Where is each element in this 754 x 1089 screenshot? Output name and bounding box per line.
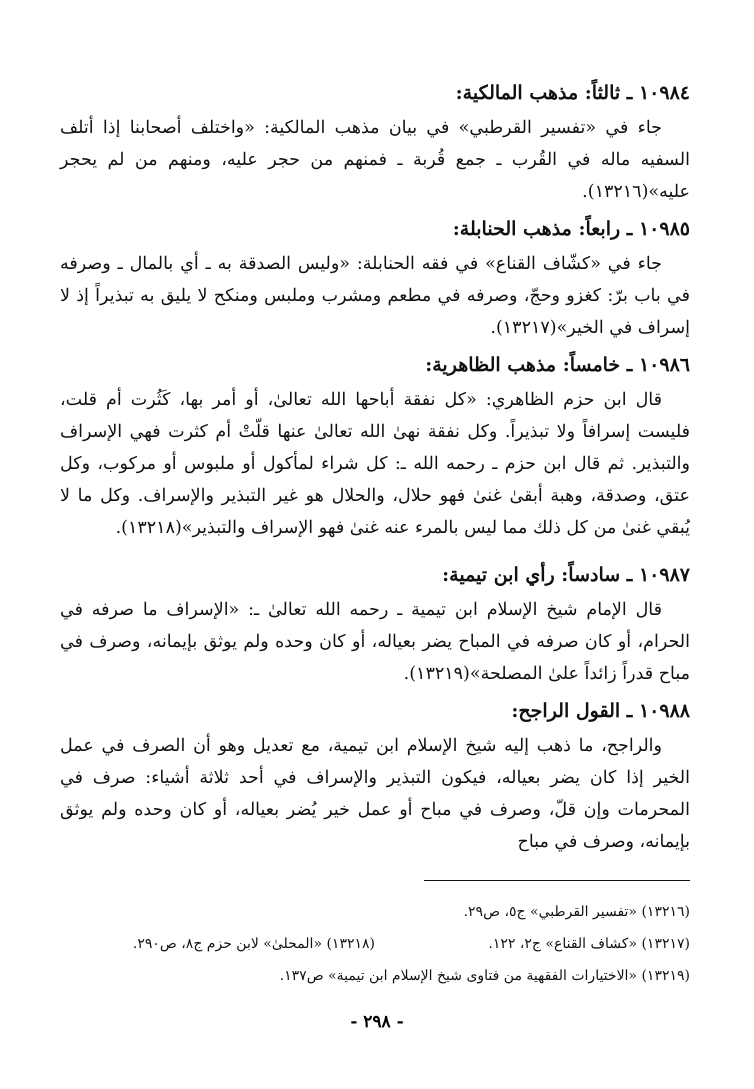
section-heading-preferred-view: ١٠٩٨٨ ـ القول الراجح: <box>511 700 690 722</box>
footnotes <box>90 896 690 992</box>
footnote-13219: (١٣٢١٩) «الاختيارات الفقهية من فتاوى شيخ الإسلام ابن تيمية» ص١٣٧. <box>279 968 690 984</box>
section-paragraph-zahiri: قال ابن حزم الظاهري: «كل نفقة أباحها الله تعالىٰ، أو أمر بها، كَثُرت أم قلت، فليست إسرافاً ولا تبذيراً. وكل نفقة نهىٰ الله تعالىٰ عنها قلّتْ أم كثرت فهي الإسراف والتبذير. ثم قال ابن حزم ـ رحمه الله ـ: كل شراء لمأكول أو ملبوس أو مركوب، وكل عتق، وصدقة، وهبة أبقىٰ غنىٰ فهو حلال، والحلال هو غير التبذير والإسراف. وكل ما لا يُبقي غنىٰ من كل ذلك مما ليس بالمرء عنه غنىٰ فهو الإسراف والتبذير»(١٣٢١٨). <box>60 390 690 538</box>
section-paragraph-preferred-view: والراجح، ما ذهب إليه شيخ الإسلام ابن تيمية، مع تعديل وهو أن الصرف في عمل الخير إذا كان يضر بعياله، فيكون التبذير والإسراف في أحد ثلاثة أشياء: صرف في المحرمات وإن قلّ، وصرف في مباح أو عمل خير يُضر بعياله، أو كان وحده ولم يوثق بإيمانه، وصرف في مباح <box>60 736 690 852</box>
page-body <box>60 78 690 864</box>
section-heading-zahiri: ١٠٩٨٦ ـ خامساً: مذهب الظاهرية: <box>425 354 690 376</box>
footnote-13217: (١٣٢١٧) «كشاف القناع» ج٢، ١٢٢. <box>488 936 690 952</box>
section-paragraph-ibn-taymiyya: قال الإمام شيخ الإسلام ابن تيمية ـ رحمه الله تعالىٰ ـ: «الإسراف ما صرفه في الحرام، أو كان صرفه في المباح يضر بعياله، أو كان وحده ولم يوثق بإيمانه، وصرف في مباح قدراً زائداً علىٰ المصلحة»(١٣٢١٩). <box>60 600 690 684</box>
section-gap <box>60 550 690 560</box>
footnote-line-2 <box>90 928 690 960</box>
page-number: - ٢٩٨ - <box>350 1012 404 1032</box>
section-paragraph-hanbali: جاء في «كشّاف القناع» في فقه الحنابلة: «وليس الصدقة به ـ أي بالمال ـ وصرفه في باب برّ: كغزو وحجّ، وصرفه في مطعم ومشرب وملبس ومنكح لا يليق به تبذيراً إذ لا إسراف في الخير»(١٣٢١٧). <box>60 254 690 338</box>
section-heading-ibn-taymiyya: ١٠٩٨٧ ـ سادساً: رأي ابن تيمية: <box>442 564 690 586</box>
section-heading-hanbali: ١٠٩٨٥ ـ رابعاً: مذهب الحنابلة: <box>452 218 690 240</box>
footnote-line-1 <box>90 896 690 928</box>
section-paragraph-maliki: جاء في «تفسير القرطبي» في بيان مذهب المالكية: «واختلف أصحابنا إذا أتلف السفيه ماله في القُرب ـ جمع قُربة ـ فمنهم من حجر عليه، ومنهم من لم يحجر عليه»(١٣٢١٦). <box>60 118 690 202</box>
footnote-13218: (١٣٢١٨) «المحلىٰ» لابن حزم ج٨، ص٢٩٠. <box>132 936 375 952</box>
section-heading-maliki: ١٠٩٨٤ ـ ثالثاً: مذهب المالكية: <box>455 82 690 104</box>
footnote-13216: (١٣٢١٦) «تفسير القرطبي» ج٥، ص٢٩. <box>463 904 690 920</box>
footnote-line-3 <box>90 960 690 992</box>
footnote-divider <box>424 880 690 881</box>
